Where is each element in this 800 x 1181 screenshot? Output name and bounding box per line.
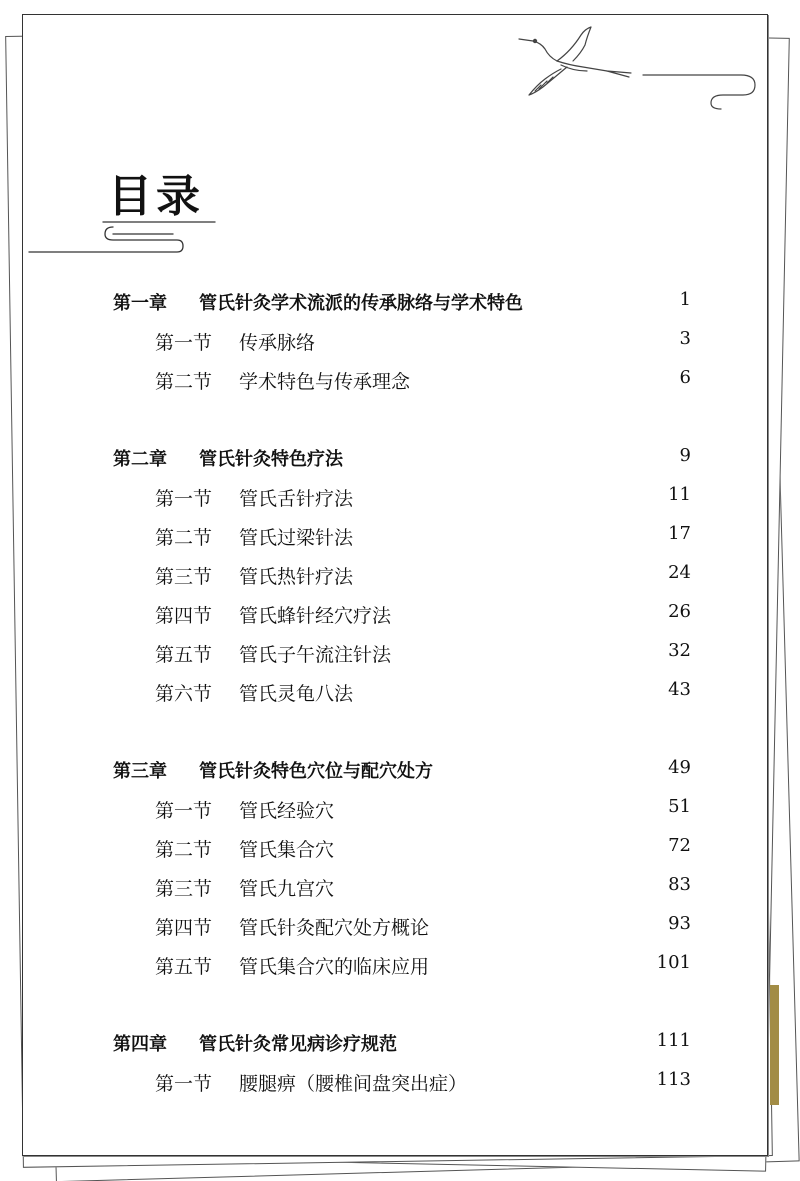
entry-title: 管氏舌针疗法 bbox=[239, 488, 354, 510]
entry-page-number: 24 bbox=[668, 562, 691, 583]
toc-chapter-entry[interactable] bbox=[23, 755, 767, 785]
entry-title: 管氏子午流注针法 bbox=[239, 644, 392, 666]
entry-page-number: 49 bbox=[668, 757, 691, 778]
toc-section-entry[interactable] bbox=[23, 794, 767, 824]
entry-title: 管氏针灸常见病诊疗规范 bbox=[199, 1034, 397, 1055]
toc-section-entry[interactable] bbox=[23, 638, 767, 668]
entry-title: 管氏针灸特色穴位与配穴处方 bbox=[199, 761, 433, 782]
entry-label: 第六节 bbox=[155, 683, 213, 705]
toc-page bbox=[22, 14, 768, 1156]
toc-chapter-entry[interactable] bbox=[23, 1028, 767, 1058]
toc-section-entry[interactable] bbox=[23, 1067, 767, 1097]
entry-label: 第四节 bbox=[155, 605, 213, 627]
entry-label: 第二章 bbox=[113, 449, 167, 470]
entry-label: 第二节 bbox=[155, 839, 213, 861]
entry-label: 第一章 bbox=[113, 293, 167, 314]
entry-page-number: 3 bbox=[679, 328, 691, 349]
entry-label: 第三节 bbox=[155, 566, 213, 588]
toc-section-entry[interactable] bbox=[23, 326, 767, 356]
entry-title: 管氏九宫穴 bbox=[239, 878, 335, 900]
toc-chapter-entry[interactable] bbox=[23, 287, 767, 317]
entry-label: 第五节 bbox=[155, 644, 213, 666]
entry-page-number: 72 bbox=[668, 835, 691, 856]
entry-title: 管氏针灸特色疗法 bbox=[199, 449, 343, 470]
toc-section-entry[interactable] bbox=[23, 911, 767, 941]
page-title: 目录 bbox=[108, 171, 204, 222]
entry-title: 管氏灵龟八法 bbox=[239, 683, 354, 705]
toc-section-entry[interactable] bbox=[23, 950, 767, 980]
toc-section-entry[interactable] bbox=[23, 833, 767, 863]
entry-page-number: 111 bbox=[656, 1030, 691, 1051]
entry-title: 腰腿痹（腰椎间盘突出症） bbox=[239, 1073, 468, 1095]
entry-label: 第一节 bbox=[155, 1073, 213, 1095]
entry-label: 第四章 bbox=[113, 1034, 167, 1055]
toc-section-entry[interactable] bbox=[23, 482, 767, 512]
entry-page-number: 113 bbox=[656, 1069, 691, 1090]
entry-label: 第一节 bbox=[155, 332, 213, 354]
entry-title: 管氏集合穴的临床应用 bbox=[239, 956, 430, 978]
entry-page-number: 11 bbox=[668, 484, 691, 505]
entry-label: 第二节 bbox=[155, 371, 213, 393]
entry-page-number: 83 bbox=[668, 874, 691, 895]
entry-page-number: 9 bbox=[679, 445, 691, 466]
toc-section-entry[interactable] bbox=[23, 599, 767, 629]
toc-section-entry[interactable] bbox=[23, 560, 767, 590]
entry-label: 第三章 bbox=[113, 761, 167, 782]
entry-page-number: 43 bbox=[668, 679, 691, 700]
toc-section-entry[interactable] bbox=[23, 677, 767, 707]
entry-page-number: 51 bbox=[668, 796, 691, 817]
entry-title: 管氏过梁针法 bbox=[239, 527, 354, 549]
entry-page-number: 17 bbox=[668, 523, 691, 544]
toc-chapter-entry[interactable] bbox=[23, 443, 767, 473]
entry-title: 管氏热针疗法 bbox=[239, 566, 354, 588]
toc-section-entry[interactable] bbox=[23, 521, 767, 551]
entry-page-number: 26 bbox=[668, 601, 691, 622]
entry-title: 管氏蜂针经穴疗法 bbox=[239, 605, 392, 627]
entry-page-number: 6 bbox=[679, 367, 691, 388]
entry-page-number: 93 bbox=[668, 913, 691, 934]
entry-title: 管氏针灸配穴处方概论 bbox=[239, 917, 430, 939]
entry-label: 第三节 bbox=[155, 878, 213, 900]
toc-section-entry[interactable] bbox=[23, 365, 767, 395]
entry-label: 第五节 bbox=[155, 956, 213, 978]
toc-section-entry[interactable] bbox=[23, 872, 767, 902]
entry-page-number: 101 bbox=[656, 952, 691, 973]
entry-label: 第一节 bbox=[155, 488, 213, 510]
entry-label: 第一节 bbox=[155, 800, 213, 822]
entry-label: 第二节 bbox=[155, 527, 213, 549]
entry-label: 第四节 bbox=[155, 917, 213, 939]
entry-title: 传承脉络 bbox=[239, 332, 316, 354]
entry-title: 管氏针灸学术流派的传承脉络与学术特色 bbox=[199, 293, 523, 314]
entry-page-number: 1 bbox=[679, 289, 691, 310]
cover-edge-strip bbox=[770, 985, 779, 1105]
toc-list bbox=[23, 15, 767, 1155]
entry-title: 学术特色与传承理念 bbox=[239, 371, 411, 393]
entry-title: 管氏集合穴 bbox=[239, 839, 335, 861]
entry-title: 管氏经验穴 bbox=[239, 800, 335, 822]
entry-page-number: 32 bbox=[668, 640, 691, 661]
